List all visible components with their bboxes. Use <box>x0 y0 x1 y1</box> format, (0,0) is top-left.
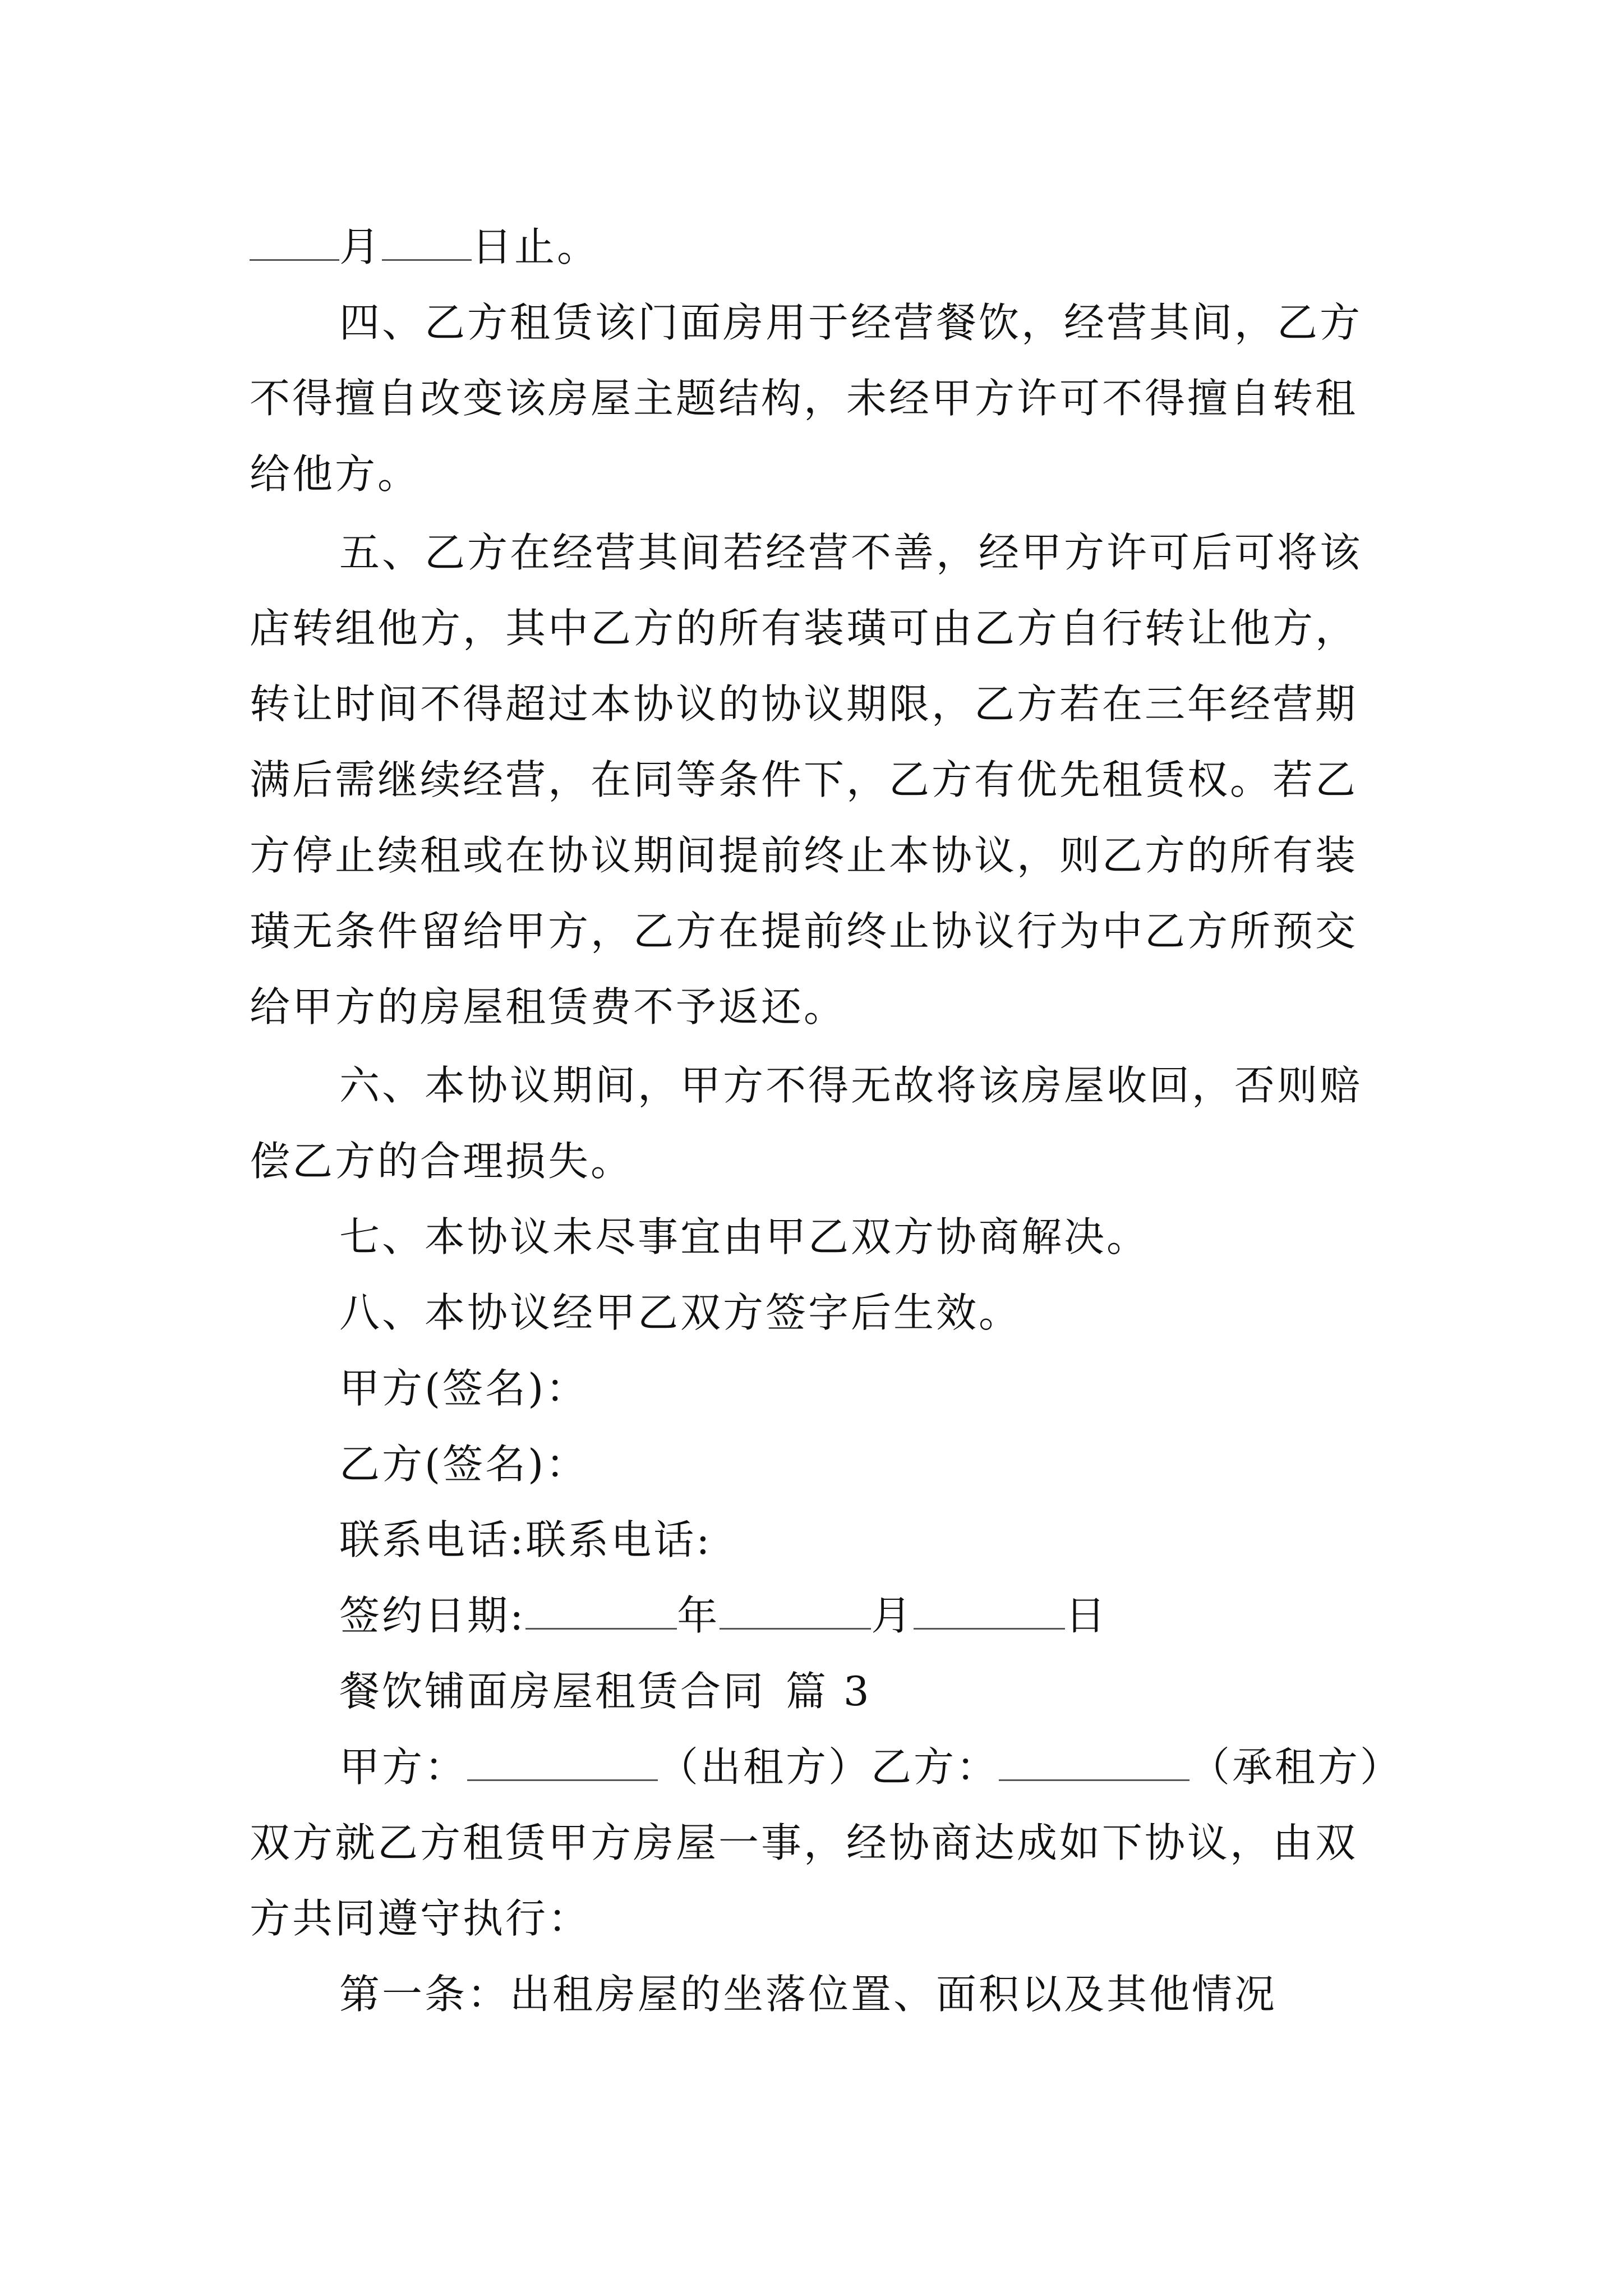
month-blank <box>250 226 339 261</box>
contact-phone: 联系电话:联系电话: <box>339 1516 712 1563</box>
day-blank <box>914 1594 1065 1630</box>
month-label: 月 <box>339 223 382 270</box>
year-blank <box>525 1594 677 1630</box>
clause-6-line-2: 偿乙方的合理损失。 <box>250 1138 634 1185</box>
month-label: 月 <box>871 1592 914 1639</box>
month-blank <box>720 1594 871 1630</box>
party-b-role: （承租方） <box>1189 1743 1403 1791</box>
parties-line <box>339 1742 1403 1792</box>
clause-8: 八、本协议经甲乙双方签字后生效。 <box>339 1289 1022 1336</box>
clause-5-line-2: 店转组他方，其中乙方的所有装璜可由乙方自行转让他方， <box>250 605 1358 652</box>
intro-line-2: 方共同遵守执行： <box>250 1895 591 1942</box>
party-a-blank <box>467 1746 658 1781</box>
day-label: 日止。 <box>472 223 600 270</box>
party-b-signature: 乙方(签名)： <box>339 1441 589 1488</box>
day-blank <box>382 226 472 261</box>
signing-date-label: 签约日期: <box>339 1592 526 1639</box>
section-title: 餐饮铺面房屋租赁合同 <box>339 1668 766 1715</box>
clause-4-line-2: 不得擅自改变该房屋主题结构，未经甲方许可不得擅自转租 <box>250 375 1358 422</box>
year-label: 年 <box>677 1592 720 1639</box>
party-b-blank <box>999 1746 1189 1781</box>
clause-5-line-7: 给甲方的房屋租赁费不予返还。 <box>250 983 847 1030</box>
party-a-signature: 甲方(签名)： <box>339 1365 589 1412</box>
clause-4-line-3: 给他方。 <box>250 450 421 498</box>
intro-line-1: 双方就乙方租赁甲方房屋一事，经协商达成如下协议，由双 <box>250 1819 1358 1866</box>
party-a-label: 甲方： <box>339 1743 468 1791</box>
party-a-role: （出租方）乙方： <box>658 1743 999 1791</box>
clause-5-line-5: 方停止续租或在协议期间提前终止本协议，则乙方的所有装 <box>250 832 1358 879</box>
section-heading <box>339 1666 872 1717</box>
clause-4-line-1: 四、乙方租赁该门面房用于经营餐饮，经营其间，乙方 <box>339 299 1363 346</box>
clause-6-line-1: 六、本协议期间，甲方不得无故将该房屋收回，否则赔 <box>339 1062 1363 1109</box>
clause-5-line-3: 转让时间不得超过本协议的协议期限，乙方若在三年经营期 <box>250 680 1358 728</box>
section-number: 篇 3 <box>786 1668 872 1715</box>
clause-5-line-6: 璜无条件留给甲方，乙方在提前终止协议行为中乙方所预交 <box>250 908 1358 955</box>
clause-5-line-4: 满后需继续经营，在同等条件下，乙方有优先租赁权。若乙 <box>250 756 1358 803</box>
article-1-heading: 第一条：出租房屋的坐落位置、面积以及其他情况 <box>339 1971 1278 2018</box>
clause-5-line-1: 五、乙方在经营其间若经营不善，经甲方许可后可将该 <box>339 529 1363 576</box>
day-label: 日 <box>1065 1592 1108 1639</box>
clause-7: 七、本协议未尽事宜由甲乙双方协商解决。 <box>339 1213 1150 1260</box>
lease-end-date-line <box>250 222 600 272</box>
signing-date-line <box>339 1590 1108 1641</box>
